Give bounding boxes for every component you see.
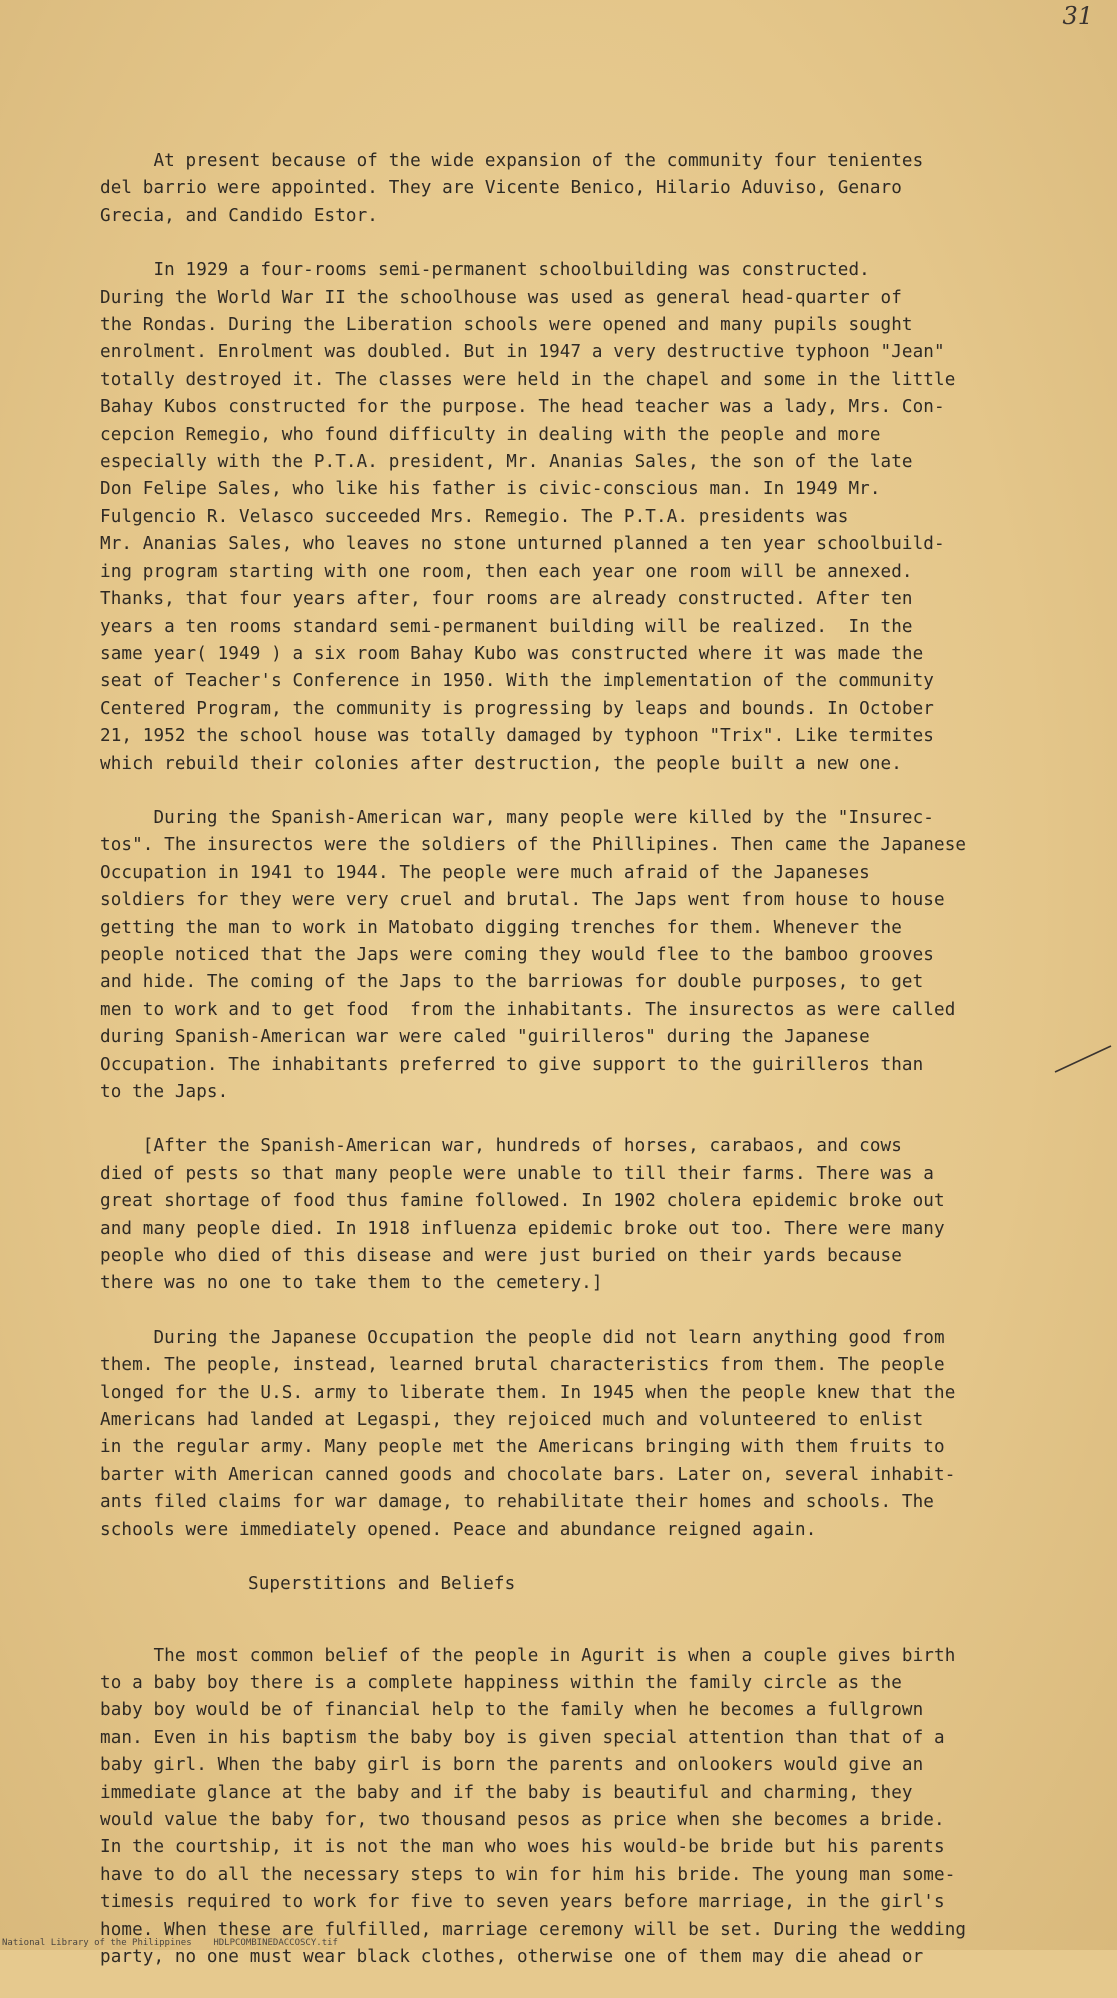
text-line: Grecia, and Candido Estor. (100, 205, 379, 226)
text-line: schools were immediately opened. Peace and abundance reigned again. (100, 1519, 817, 1540)
text-line: home. When these are fulfilled, marriage ceremony will be set. During the wedding (100, 1919, 967, 1940)
text-line: to a baby boy there is a complete happiness within the family circle as the (100, 1672, 902, 1693)
text-line: totally destroyed it. The classes were held in the chapel and some in the little (100, 369, 956, 390)
text-line: baby boy would be of financial help to the family when he becomes a fullgrown (100, 1700, 924, 1721)
text-line: Fulgencio R. Velasco succeeded Mrs. Remegio. The P.T.A. presidents was (100, 506, 849, 527)
text-line: soldiers for they were very cruel and brutal. The Japs went from house to house (100, 890, 945, 911)
text-line: Mr. Ananias Sales, who leaves no stone unturned planned a ten year schoolbuild- (100, 534, 945, 555)
text-line: getting the man to work in Matobato digging trenches for them. Whenever the (100, 917, 902, 938)
text-line: Centered Program, the community is progressing by leaps and bounds. In October (100, 698, 935, 719)
text-line: which rebuild their colonies after destruction, the people built a new one. (100, 753, 902, 774)
text-line: During the Spanish-American war, many people were killed by the "Insurec- (100, 807, 935, 828)
text-line: and many people died. In 1918 influenza epidemic broke out too. There were many (100, 1218, 945, 1239)
paragraph-liberation (100, 1325, 1070, 1544)
paragraph-tenientes (100, 148, 1070, 230)
text-line: At present because of the wide expansion of the community four tenientes (100, 151, 924, 171)
text-line: during Spanish-American war were caled "guirilleros" during the Japanese (100, 1027, 870, 1048)
page-number: 31 (1062, 2, 1093, 30)
text-line: there was no one to take them to the cemetery.] (100, 1273, 603, 1294)
text-line: Americans had landed at Legaspi, they rejoiced much and volunteered to enlist (100, 1410, 924, 1431)
text-line: timesis required to work for five to seven years before marriage, in the girl's (100, 1892, 945, 1913)
paragraph-wars (100, 805, 1070, 1106)
paragraph-superstitions (100, 1643, 1070, 1972)
text-line: have to do all the necessary steps to win for him his bride. The young man some- (100, 1864, 956, 1885)
text-line: tos". The insurectos were the soldiers of the Phillipines. Then came the Japanese (100, 835, 967, 856)
text-line: especially with the P.T.A. president, Mr. Ananias Sales, the son of the late (100, 452, 913, 473)
text-line: seat of Teacher's Conference in 1950. With the implementation of the community (100, 671, 935, 692)
text-line: years a ten rooms standard semi-permanent building will be realized. In the (100, 616, 913, 637)
text-line: man. Even in his baptism the baby boy is given special attention than that of a (100, 1727, 945, 1748)
text-line: immediate glance at the baby and if the baby is beautiful and charming, they (100, 1782, 913, 1803)
text-line: The most common belief of the people in Agurit is when a couple gives birth (100, 1645, 956, 1666)
text-line: in the regular army. Many people met the Americans bringing with them fruits to (100, 1437, 945, 1458)
text-line: great shortage of food thus famine followed. In 1902 cholera epidemic broke out (100, 1191, 945, 1212)
paragraph-pests-epidemics (100, 1133, 1070, 1297)
text-line: ants filed claims for war damage, to rehabilitate their homes and schools. The (100, 1492, 935, 1513)
section-heading: Superstitions and Beliefs (248, 1574, 516, 1595)
text-line: to the Japs. (100, 1082, 229, 1102)
text-line: same year( 1949 ) a six room Bahay Kubo was constructed where it was made the (100, 643, 924, 664)
text-line: men to work and to get food from the inhabitants. The insurectos as were called (100, 999, 956, 1020)
typewritten-body (100, 148, 1070, 1998)
text-line: people who died of this disease and were just buried on their yards because (100, 1246, 902, 1267)
text-line: [After the Spanish-American war, hundreds of horses, carabaos, and cows (100, 1136, 902, 1157)
text-line: Don Felipe Sales, who like his father is civic-conscious man. In 1949 Mr. (100, 479, 881, 500)
text-line: In 1929 a four-rooms semi-permanent schoolbuilding was constructed. (100, 260, 870, 281)
text-line: del barrio were appointed. They are Vicente Benico, Hilario Aduviso, Genaro (100, 178, 902, 199)
scan-footer: National Library of the Philippines HDLPCOMBINEDACCOSCY.tif (2, 1938, 338, 1948)
text-line: people noticed that the Japs were coming they would flee to the bamboo grooves (100, 944, 935, 965)
text-line: party, no one must wear black clothes, otherwise one of them may die ahead or (100, 1946, 924, 1967)
paragraph-schoolbuilding (100, 257, 1070, 778)
text-line: enrolment. Enrolment was doubled. But in 1947 a very destructive typhoon "Jean" (100, 342, 945, 363)
text-line: and hide. The coming of the Japs to the barriowas for double purposes, to get (100, 972, 924, 993)
text-line: During the World War II the schoolhouse was used as general head-quarter of (100, 287, 902, 308)
text-line: In the courtship, it is not the man who woes his would-be bride but his parents (100, 1837, 945, 1858)
text-line: them. The people, instead, learned brutal characteristics from them. The people (100, 1355, 945, 1376)
text-line: died of pests so that many people were unable to till their farms. There was a (100, 1163, 935, 1184)
text-line: Bahay Kubos constructed for the purpose. The head teacher was a lady, Mrs. Con- (100, 397, 945, 418)
text-line: barter with American canned goods and chocolate bars. Later on, several inhabit- (100, 1464, 956, 1485)
text-line: During the Japanese Occupation the people did not learn anything good from (100, 1327, 945, 1348)
text-line: the Rondas. During the Liberation schools were opened and many pupils sought (100, 315, 913, 336)
text-line: Occupation in 1941 to 1944. The people were much afraid of the Japaneses (100, 862, 870, 883)
text-line: Thanks, that four years after, four rooms are already constructed. After ten (100, 589, 913, 610)
text-line: ing program starting with one room, then each year one room will be annexed. (100, 561, 913, 582)
text-line: cepcion Remegio, who found difficulty in dealing with the people and more (100, 424, 881, 445)
text-line: would value the baby for, two thousand pesos as price when she becomes a bride. (100, 1809, 945, 1830)
text-line: longed for the U.S. army to liberate them. In 1945 when the people knew that the (100, 1382, 956, 1403)
text-line: baby girl. When the baby girl is born the parents and onlookers would give an (100, 1755, 924, 1776)
text-line: 21, 1952 the school house was totally damaged by typhoon "Trix". Like termites (100, 726, 935, 747)
text-line: Occupation. The inhabitants preferred to give support to the guirilleros than (100, 1054, 924, 1075)
